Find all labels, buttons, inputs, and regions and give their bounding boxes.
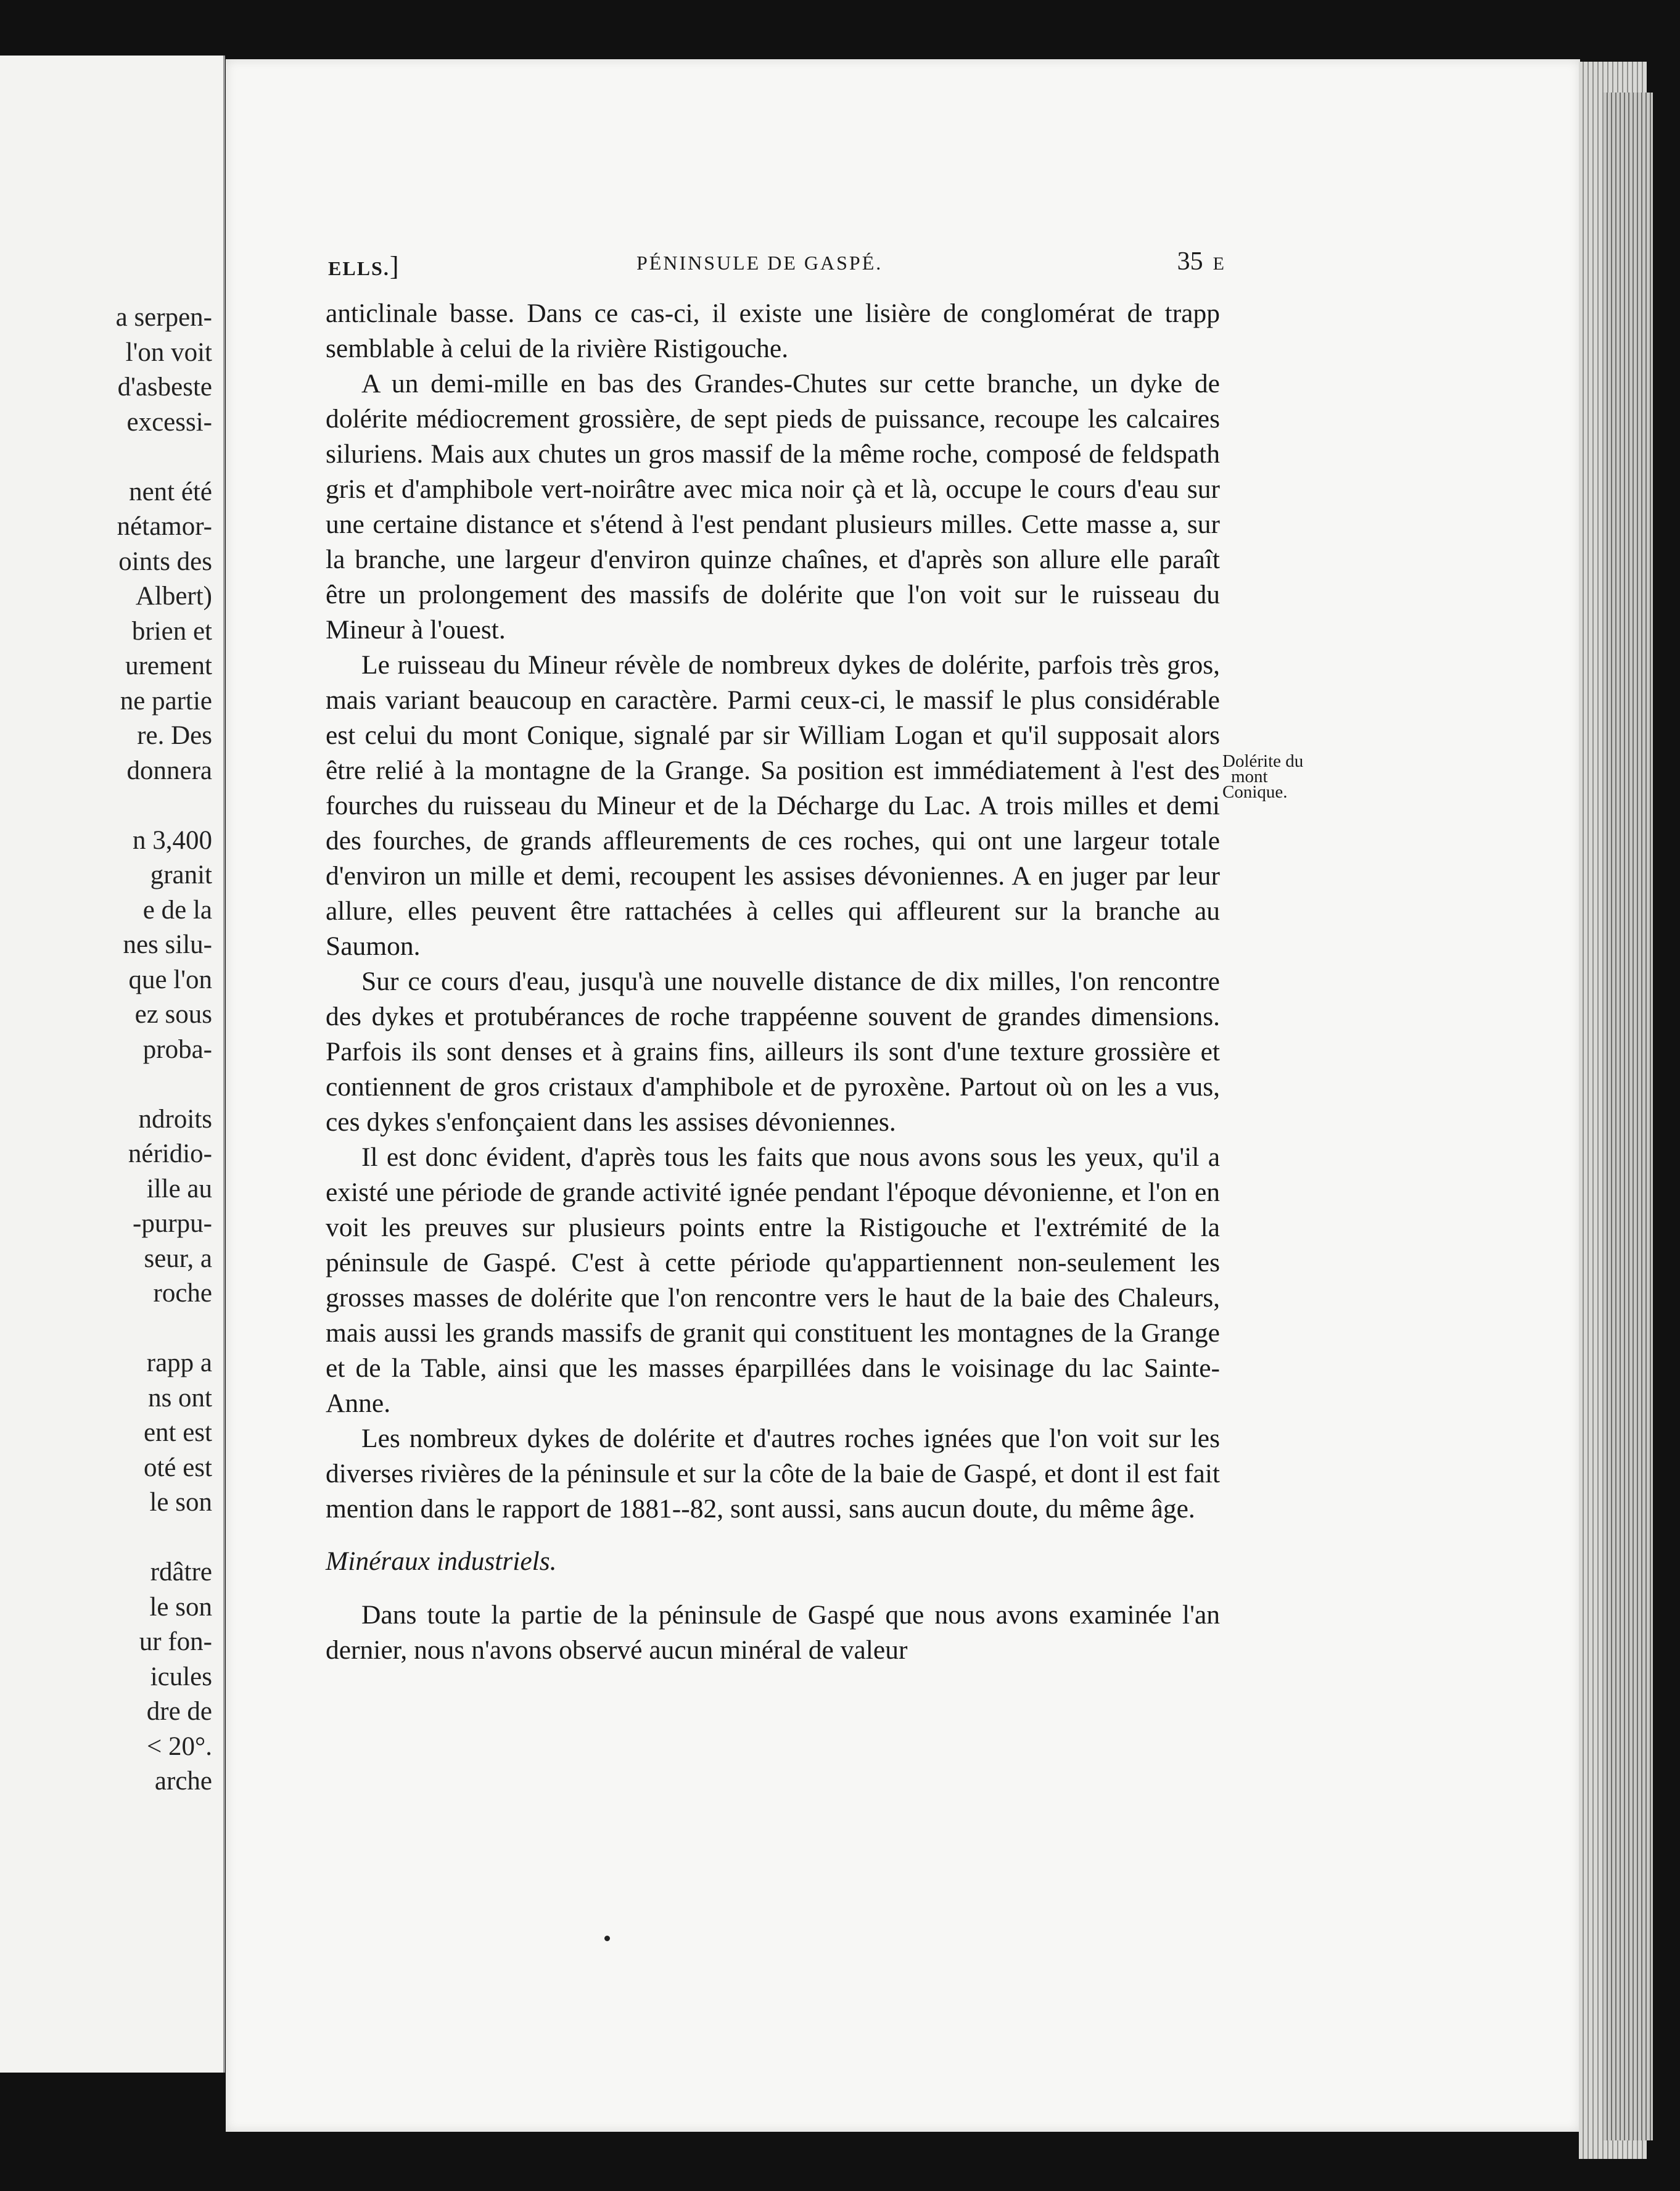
left-page-fragment: < 20°. — [147, 1731, 212, 1761]
left-page-fragment: brien et — [131, 616, 212, 646]
left-page-fragment: e de la — [142, 895, 212, 925]
left-page-fragment: le son — [149, 1488, 212, 1517]
left-page-fragment: oints des — [118, 547, 212, 576]
page-number: 35 E — [1177, 247, 1225, 276]
running-head-author: ELLS.] — [328, 251, 400, 281]
paragraph-4: Sur ce cours d'eau, jusqu'à une nouvelle distance de dix milles, l'on rencontre des dykes et protubérances de roche trappéenne souvent de grandes dimensions. Parfois ils sont denses et à grains fins, ailleurs ils sont d'une texture grossière et contiennent de gros cristaux d'amphibole et de pyroxène. Partout où on les a vus, ces dykes s'enfonçaient dans les assises dévoniennes. — [326, 967, 1220, 1137]
series-letter: E — [1213, 254, 1225, 274]
left-page-fragment: l'on voit — [125, 337, 212, 367]
left-page-fragment: ne partie — [120, 686, 212, 716]
left-page-fragment: donnera — [126, 756, 212, 785]
margin-note-line-1: Dolérite du — [1222, 751, 1304, 771]
left-page-fragment: Albert) — [135, 582, 212, 611]
left-page-fragment: -purpu- — [133, 1209, 212, 1238]
left-page-fragment: ndroits — [138, 1104, 212, 1134]
left-page-fragment: roche — [153, 1279, 212, 1308]
left-page-fragment: a serpen- — [115, 303, 212, 332]
left-page-fragment: ez sous — [134, 1000, 212, 1029]
left-page-fragment: re. Des — [137, 721, 212, 750]
paragraph-6: Les nombreux dykes de dolérite et d'autres roches ignées que l'on voit sur les diverses rivières de la péninsule et sur la côte de la baie de Gaspé, et dont il est fait mention dans le rapport de 1881--82, sont aussi, sans aucun doute, du même âge. — [326, 1424, 1220, 1524]
section-heading: Minéraux industriels. — [326, 1546, 557, 1576]
running-head-title: PÉNINSULE DE GASPÉ. — [636, 252, 883, 274]
left-page-fragment: ent est — [143, 1418, 212, 1447]
margin-note-line-2: mont — [1231, 767, 1268, 786]
left-page-fragment: arche — [154, 1767, 212, 1796]
left-page-fragment: d'asbeste — [117, 373, 212, 402]
left-page-fragment: rdâtre — [150, 1558, 212, 1587]
left-page-fragment: icules — [150, 1662, 212, 1691]
left-page-fragment: nent été — [129, 477, 212, 506]
left-page-fragment: néridio- — [128, 1139, 212, 1168]
left-page-fragment: excessi- — [126, 407, 212, 437]
left-page-fragment: nétamor- — [117, 512, 212, 541]
left-page-fragment: n 3,400 — [133, 825, 212, 855]
margin-note-line-3: Conique. — [1222, 782, 1288, 802]
body-text — [326, 296, 1220, 1668]
left-page-fragment: dre de — [146, 1697, 212, 1726]
left-page-fragment: rapp a — [146, 1348, 212, 1377]
paragraph-3: Le ruisseau du Mineur révèle de nombreux dykes de dolérite, parfois très gros, mais variant beaucoup en caractère. Parmi ceux-ci, le massif le plus considérable est celui du mont Conique, signalé par sir William Logan et qu'il supposait alors être relié à la montagne de la Grange. Sa position est immédiatement à l'est des fourches du ruisseau du Mineur et de la Décharge du Lac. A trois milles et demi des fourches, de grands affleurements de ces roches, qui ont une largeur totale d'environ un mille et demi, recoupent les assises dévoniennes. A en juger par leur allure, elles peuvent être rattachées à celles qui affleurent sur la branche au Saumon. — [326, 650, 1220, 961]
left-page-fragment: seur, a — [144, 1244, 212, 1273]
left-page-fragment: urement — [125, 651, 212, 680]
left-page-fragment: ns ont — [148, 1383, 212, 1413]
paragraph-1: anticlinale basse. Dans ce cas-ci, il existe une lisière de conglomérat de trapp semblable à celui de la rivière Ristigouche. — [326, 299, 1220, 363]
left-page-fragment: que l'on — [128, 965, 212, 994]
left-page-fragment: ur fon- — [139, 1627, 212, 1656]
margin-note — [1222, 751, 1346, 802]
paragraph-2: A un demi-mille en bas des Grandes-Chutes sur cette branche, un dyke de dolérite médiocrement grossière, de sept pieds de puissance, recoupe les calcaires siluriens. Mais aux chutes un gros massif de la même roche, composé de feldspath gris et d'amphibole vert-noirâtre avec mica noir çà et là, occupe le cours d'eau sur une certaine distance et s'étend à l'est pendant plusieurs milles. Cette masse a, sur la branche, une largeur d'environ quinze chaînes, et d'après son allure elle paraît être un prolongement des massifs de dolérite que l'on voit sur le ruisseau du Mineur à l'ouest. — [326, 369, 1220, 645]
paragraph-final: Dans toute la partie de la péninsule de Gaspé que nous avons examinée l'an dernier, nous n'avons observé aucun minéral de valeur — [326, 1600, 1220, 1665]
running-head — [328, 247, 1225, 281]
left-page-fragment: granit — [150, 860, 212, 889]
ink-speck — [604, 1936, 610, 1941]
left-facing-page — [0, 56, 225, 2073]
left-page-text-fragments — [0, 56, 223, 2073]
left-page-fragment: le son — [149, 1592, 212, 1622]
paragraph-5: Il est donc évident, d'après tous les faits que nous avons sous les yeux, qu'il a existé une période de grande activité ignée pendant l'époque dévonienne, et l'on en voit les preuves sur plusieurs points entre la Ristigouche et l'extrémité de la péninsule de Gaspé. C'est à cette période qu'appartiennent non-seulement les grosses masses de dolérite que l'on rencontre vers le haut de la baie des Chaleurs, mais aussi les grands massifs de granit qui constituent les montagnes de la Grange et de la Table, ainsi que les masses éparpillées dans le voisinage du lac Sainte-Anne. — [326, 1142, 1220, 1418]
left-page-fragment: proba- — [142, 1034, 212, 1064]
left-page-fragment: ille au — [146, 1174, 212, 1203]
left-page-fragment: nes silu- — [123, 930, 212, 959]
page-edges-inner — [1604, 93, 1653, 2140]
left-page-fragment: oté est — [143, 1453, 212, 1482]
